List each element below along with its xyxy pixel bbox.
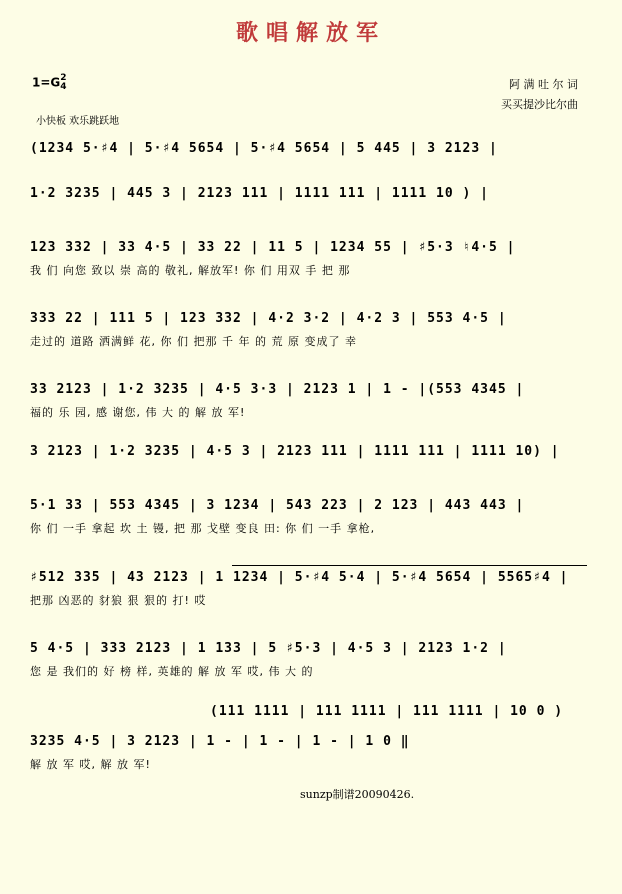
notation-row-2: 1·2 3235 | 445 3 | 2123 111 | 1111 111 | 1111 10 ) | (30, 186, 489, 201)
lyrics-row-10: 解 放 军 哎, 解 放 军! (30, 758, 151, 771)
notation-row-9: 5 4·5 | 333 2123 | 1 133 | 5 ♯5·3 | 4·5 3 | 2123 1·2 | (30, 641, 507, 656)
notation-row-8: ♯512 335 | 43 2123 | 1 1234 | 5·♯4 5·4 | 5·♯4 5654 | 5565♯4 | (30, 570, 569, 585)
slur-line (232, 565, 587, 566)
lyrics-row-9: 您 是 我们的 好 榜 样, 英雄的 解 放 军 哎, 伟 大 的 (30, 665, 314, 678)
key-signature (32, 74, 67, 92)
lyrics-row-7: 你 们 一手 拿起 坎 土 镘, 把 那 戈壁 变良 田: 你 们 一手 拿枪, (30, 522, 376, 535)
song-title: 歌唱解放军 (235, 20, 386, 46)
tempo-marking: 小快板 欢乐跳跃地 (36, 116, 120, 127)
lyrics-row-8: 把那 凶恶的 豺狼 狠 狠的 打! 哎 (30, 594, 207, 607)
notation-row-4: 333 22 | 111 5 | 123 332 | 4·2 3·2 | 4·2 3 | 553 4·5 | (30, 311, 507, 326)
lyricist-credit: 阿 满 吐 尔 词 (509, 78, 578, 91)
notation-row-3: 123 332 | 33 4·5 | 33 22 | 11 5 | 1234 55 | ♯5·3 ♮4·5 | (30, 240, 516, 255)
time-denominator: 4 (60, 82, 67, 92)
key-prefix: 1=G (32, 75, 61, 90)
final-instrumental-line: (111 1111 | 111 1111 | 111 1111 | 10 0 ) (210, 704, 564, 719)
lyrics-row-4: 走过的 道路 洒满鲜 花, 你 们 把那 千 年 的 荒 原 变成了 幸 (30, 335, 357, 348)
notation-row-1: (1234 5·♯4 | 5·♯4 5654 | 5·♯4 5654 | 5 445 | 3 2123 | (30, 141, 498, 156)
composer-credit: 买买提沙比尔曲 (501, 98, 578, 111)
time-numerator: 2 (60, 73, 67, 83)
notation-row-6: 3 2123 | 1·2 3235 | 4·5 3 | 2123 111 | 1111 111 | 1111 10) | (30, 444, 560, 459)
lyrics-row-3: 我 们 向您 致以 崇 高的 敬礼, 解放军! 你 们 用双 手 把 那 (30, 264, 351, 277)
notation-row-7: 5·1 33 | 553 4345 | 3 1234 | 543 223 | 2 123 | 443 443 | (30, 498, 525, 513)
notation-row-10: 3235 4·5 | 3 2123 | 1 - | 1 - | 1 - | 1 0 ‖ (30, 734, 410, 749)
notation-row-5: 33 2123 | 1·2 3235 | 4·5 3·3 | 2123 1 | 1 - |(553 4345 | (30, 382, 525, 397)
time-signature (60, 74, 66, 92)
lyrics-row-5: 福的 乐 园, 感 谢您, 伟 大 的 解 放 军! (30, 406, 246, 419)
transcriber-credit: sunzp制谱20090426. (300, 788, 415, 801)
